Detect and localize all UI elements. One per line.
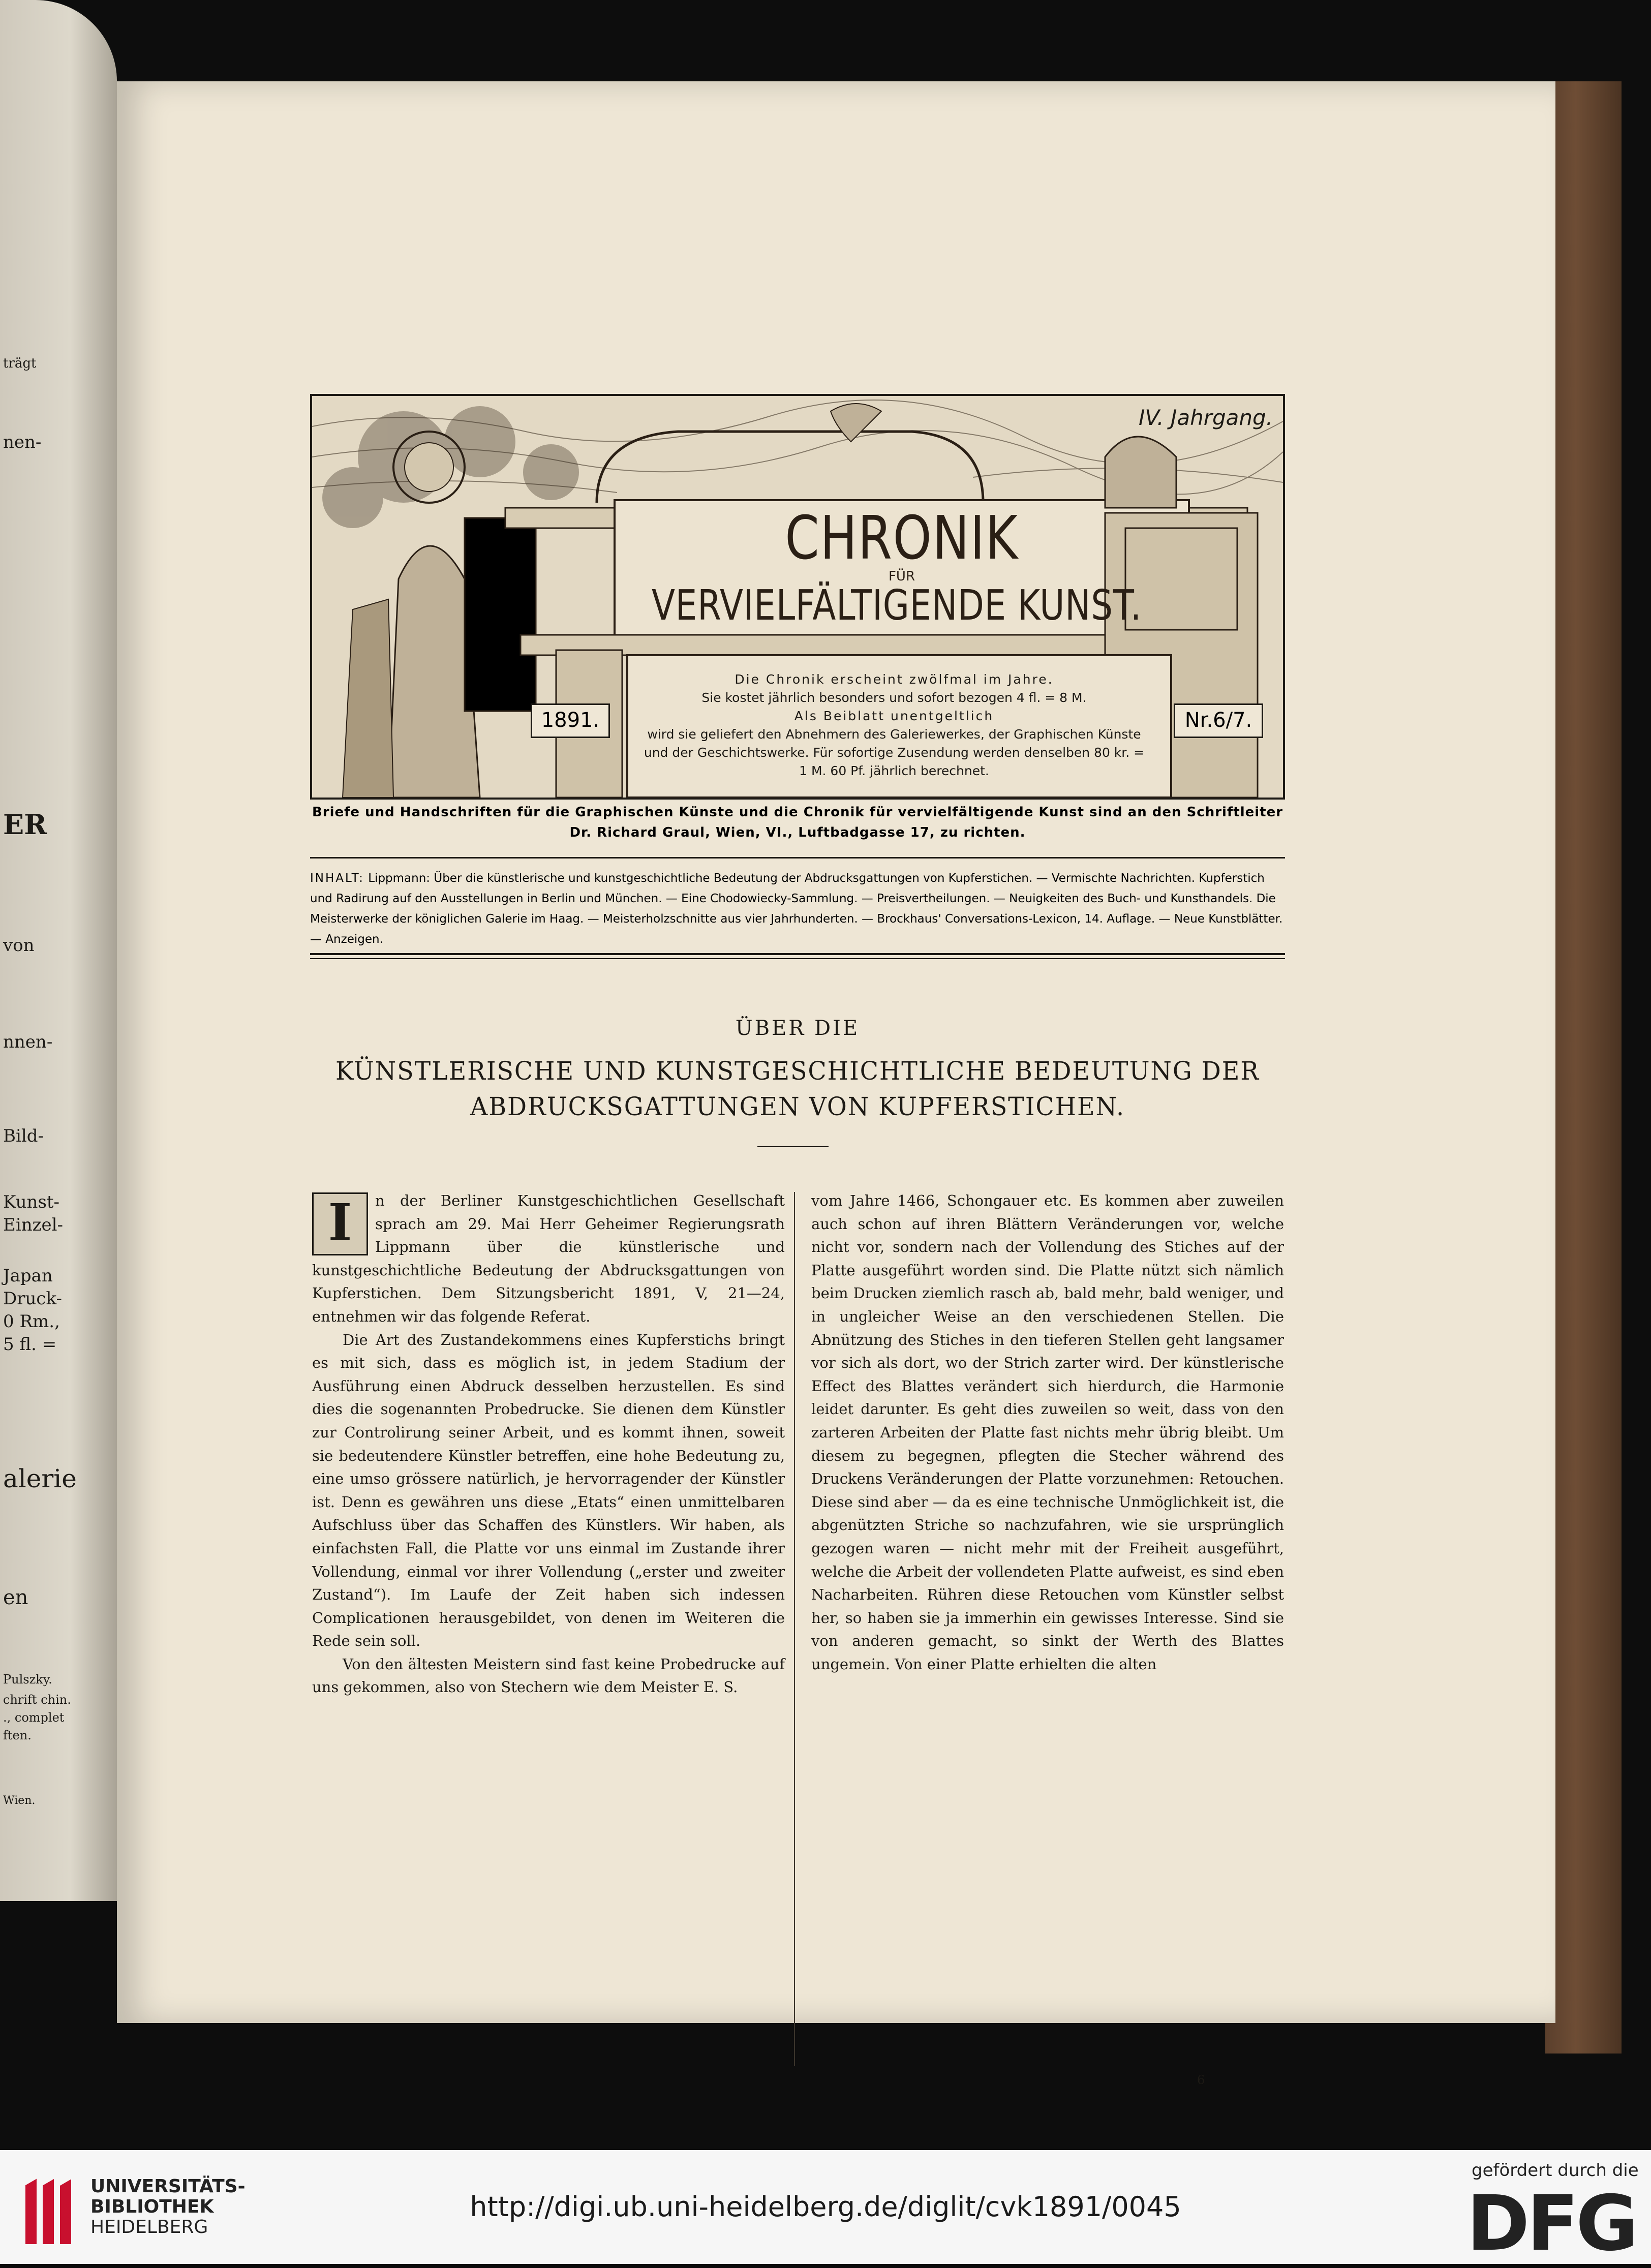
- left-page-fragment: ER: [3, 808, 47, 841]
- left-page-fragment: Wien.: [3, 1794, 36, 1807]
- paragraph: Von den ältesten Meistern sind fast keine Probedrucke auf uns gekommen, also von Stechern wie dem Meister E. S.: [312, 1655, 785, 1696]
- issue-number-plaque: Nr.6/7.: [1174, 703, 1263, 738]
- divider: [310, 953, 1285, 955]
- article-title: [334, 1053, 1261, 1124]
- info-line: und der Geschichtswerke. Für sofortige Zusendung werden denselben 80 kr. =: [644, 745, 1145, 760]
- left-page-edge: [0, 0, 117, 1901]
- left-page-fragment: 5 fl. =: [3, 1334, 57, 1355]
- info-line: 1 M. 60 Pf. jährlich berechnet.: [799, 763, 989, 778]
- article-column-left: [312, 1189, 785, 1699]
- paragraph: Die Art des Zustandekommens eines Kupferstichs bringt es mit sich, dass es möglich ist, in jedem Stadium der Ausführung einen Abdruck desselben herzustellen. Es sind dies die sogenannten Probedrucke. Sie dienen dem Künstler zur Controlirung seiner Arbeit, und es kommt ihnen, soweit sie bedeutendere Künstler betreffen, eine hohe Bedeutung zu, eine umso grössere natürlich, je hervorragender der Künstler ist. Denn es gewähren uns diese „Etats“ einen unmittelbaren Aufschluss über das Schaffen des Künstlers. Wir haben, als einfachsten Fall, die Platte vor uns einmal im Zustande ihrer Vollendung, einmal vor ihrer Vollendung („erster und zweiter Zustand“). Im Laufe der Zeit haben sich indessen Complicationen herausgebildet, von denen im Weiteren die Rede sein soll.: [312, 1331, 785, 1650]
- title-rule: [757, 1146, 829, 1147]
- subscription-info: [627, 670, 1161, 780]
- journal-title: CHRONIK: [785, 503, 1019, 573]
- paragraph-text: n der Berliner Kunstgeschichtlichen Gesellschaft sprach am 29. Mai Herr Geheimer Regierungsrath Lippmann über die künstlerische und kunstgeschichtliche Bedeutung der Abdrucksgattungen von Kupferstichen. Dem Sitzungsbericht 1891, V, 21—24, entnehmen wir das folgende Referat.: [312, 1192, 785, 1325]
- journal-page: [117, 81, 1555, 2087]
- table-of-contents: [310, 868, 1285, 949]
- journal-subtitle: VERVIELFÄLTIGENDE KUNST.: [651, 581, 1142, 630]
- left-page-fragment: alerie: [3, 1464, 77, 1493]
- volume-label: IV. Jahrgang.: [1138, 405, 1273, 430]
- paragraph: vom Jahre 1466, Schongauer etc. Es kommen aber zuweilen auch schon auf ihren Blättern Veränderungen vor, welche nicht vor, sondern nach der Vollendung des Stiches auf der Platte ausgeführt worden sind. Die Platte nützt sich nämlich beim Drucken ziemlich rasch ab, bald mehr, bald weniger, und in ungleicher Weise an den verschiedenen Stellen. Die Abnützung des Stiches in den tieferen Stellen geht langsamer vor sich als dort, wo der Strich zarter wird. Der künstlerische Effect des Blattes verändert sich hierdurch, die Harmonie leidet darunter. Es geht dies zuweilen so weit, dass von den zarteren Arbeiten der Platte fast nichts mehr übrig bleibt. Um diesem zu begegnen, pflegten die Stecher während des Druckens Veränderungen der Platte vorzunehmen: Retouchen. Diese sind aber — da es eine technische Unmöglichkeit ist, die abgenützten Striche so nachzufahren, wie sie ursprünglich gezogen waren — nicht mehr mit der Freiheit ausgeführt, welche die Arbeit der vollendeten Platte aufweist, es sind eben Nacharbeiten. Rühren diese Retouchen vom Künstler selbst her, so haben sie ja immerhin ein gewisses Interesse. Sind sie von anderen gemacht, so sinkt der Werth des Blattes ungemein. Von einer Platte erhielten die alten: [811, 1192, 1284, 1673]
- contents-text: Lippmann: Über die künstlerische und kunstgeschichtliche Bedeutung der Abdrucksgattungen von Kupferstichen. — Vermischte Nachrichten. Kupferstich und Radirung auf den Ausstellungen in Berlin und München. — Eine Chodowiecky-Sammlung. — Preisvertheilungen. — Neuigkeiten des Buch- und Kunsthandels. Die Meisterwerke der königlichen Galerie im Haag. — Meisterholzschnitte aus vier Jahrhunderten. — Brockhaus' Conversations-Lexicon, 14. Auflage. — Neue Kunstblätter. — Anzeigen.: [310, 872, 1283, 946]
- book-binding: [1545, 81, 1622, 2054]
- left-page-fragment: en: [3, 1586, 28, 1609]
- divider: [310, 958, 1285, 959]
- column-divider: [794, 1192, 795, 2066]
- left-page-fragment: nnen-: [3, 1032, 53, 1052]
- contents-label: INHALT:: [310, 872, 364, 885]
- funding-note: gefördert durch die: [1472, 2160, 1639, 2181]
- masthead: [310, 394, 1285, 800]
- left-page-fragment: nen-: [3, 432, 42, 452]
- dfg-logo: DFG: [1466, 2180, 1636, 2268]
- info-line: Die Chronik erscheint zwölfmal im Jahre.: [735, 672, 1054, 687]
- article-kicker: ÜBER DIE: [735, 1017, 860, 1040]
- page-number: 6: [1197, 2073, 1205, 2087]
- info-line: Als Beiblatt unentgeltlich: [794, 709, 994, 723]
- left-page-fragment: ., complet: [3, 1710, 65, 1725]
- left-page-fragment: Druck-: [3, 1289, 62, 1309]
- drop-initial: I: [312, 1192, 368, 1255]
- paragraph: [312, 1189, 785, 1329]
- info-line: wird sie geliefert den Abnehmern des Galeriewerkes, der Graphischen Künste: [647, 727, 1141, 742]
- left-page-fragment: Japan: [3, 1266, 53, 1286]
- year-plaque: 1891.: [531, 703, 610, 738]
- article-column-right: [811, 1189, 1284, 1676]
- library-name-line: UNIVERSITÄTS-: [90, 2176, 246, 2197]
- left-page-fragment: trägt: [3, 356, 37, 371]
- left-page-fragment: 0 Rm.,: [3, 1311, 60, 1332]
- left-page-fragment: Bild-: [3, 1126, 44, 1146]
- title-connector: FÜR: [888, 569, 915, 584]
- editor-note-line: Dr. Richard Graul, Wien, VI., Luftbadgasse 17, zu richten.: [569, 825, 1026, 840]
- left-page-fragment: von: [3, 935, 35, 956]
- left-page-fragment: chrift chin.: [3, 1693, 71, 1707]
- info-line: Sie kostet jährlich besonders und sofort bezogen 4 fl. = 8 M.: [701, 690, 1087, 705]
- editor-note-line: Briefe und Handschriften für die Graphischen Künste und die Chronik für vervielfältigende Kunst sind an den Schriftleiter: [312, 805, 1283, 820]
- left-page-fragment: Kunst-: [3, 1192, 60, 1212]
- left-page-fragment: Einzel-: [3, 1215, 63, 1235]
- left-page-fragment: Pulszky.: [3, 1672, 52, 1687]
- library-name-line: BIBLIOTHEK: [90, 2196, 214, 2217]
- divider: [310, 857, 1285, 859]
- permalink-url[interactable]: http://digi.ub.uni-heidelberg.de/diglit/cvk1891/0045: [470, 2191, 1181, 2223]
- left-page-fragment: ften.: [3, 1728, 32, 1742]
- library-name-line: HEIDELBERG: [90, 2217, 208, 2238]
- article-title-line: ABDRUCKSGATTUNGEN VON KUPFERSTICHEN.: [470, 1092, 1125, 1121]
- editor-note: [310, 802, 1285, 843]
- article-title-line: KÜNSTLERISCHE UND KUNSTGESCHICHTLICHE BEDEUTUNG DER: [335, 1056, 1260, 1086]
